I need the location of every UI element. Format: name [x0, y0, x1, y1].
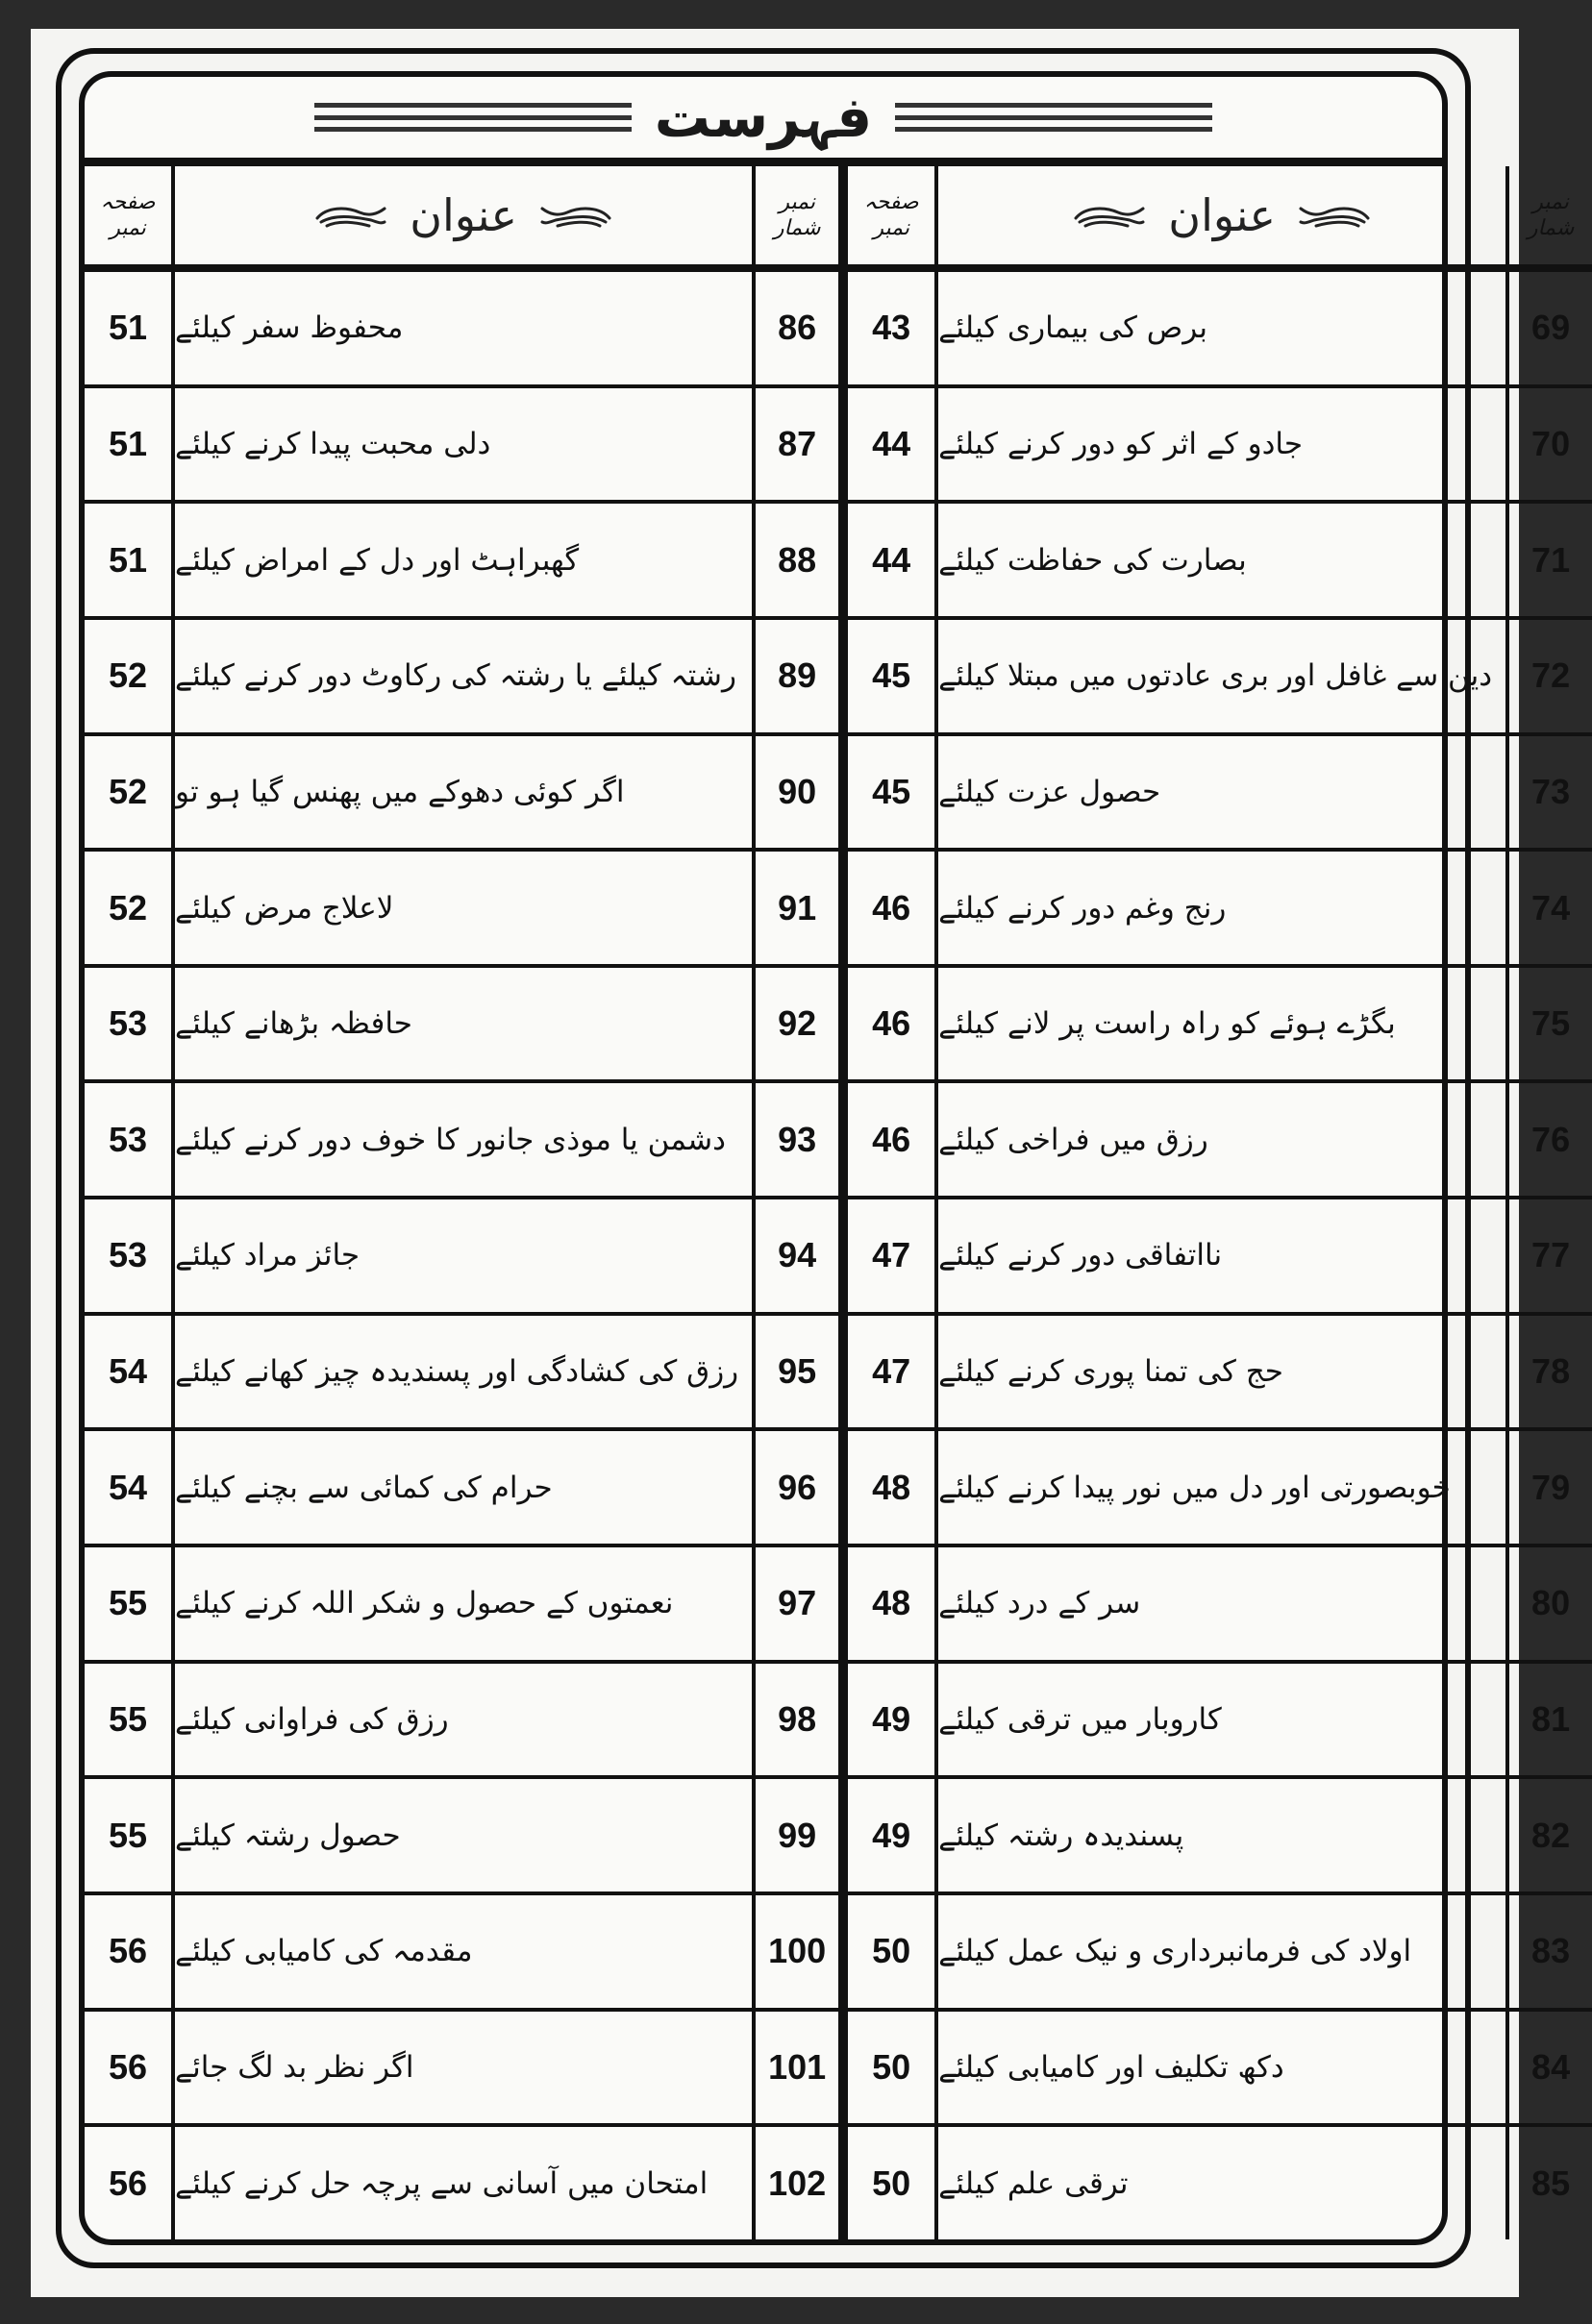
header-serial-line1: نمبر — [779, 189, 815, 214]
table-row[interactable] — [85, 1316, 838, 1432]
page-number: 51 — [108, 539, 148, 580]
page-number: 54 — [108, 1467, 148, 1507]
entry-title[interactable]: سر کے درد کیلئے — [934, 1547, 1505, 1660]
page-title: فہرست — [654, 85, 873, 150]
table-row[interactable] — [85, 504, 838, 620]
entry-title[interactable]: دکھ تکلیف اور کامیابی کیلئے — [934, 2012, 1505, 2124]
entry-title[interactable]: دین سے غافل اور بری عادتوں میں مبتلا کیلئے — [934, 620, 1505, 732]
serial-number: 83 — [1505, 1895, 1592, 2008]
entry-title[interactable]: برص کی بیماری کیلئے — [934, 272, 1505, 384]
page-number: 56 — [108, 2046, 148, 2087]
table-row[interactable] — [85, 1199, 838, 1316]
table-row[interactable] — [85, 1779, 838, 1895]
header-serial-line2: شمار — [1527, 216, 1575, 240]
table-row[interactable] — [848, 2127, 1592, 2239]
entry-title[interactable]: حرام کی کمائی سے بچنے کیلئے — [171, 1431, 752, 1544]
page-number: 46 — [872, 1119, 911, 1159]
serial-number: 70 — [1505, 388, 1592, 501]
table-row[interactable] — [848, 1547, 1592, 1664]
page-number: 50 — [872, 1931, 911, 1971]
entry-title[interactable]: گھبراہٹ اور دل کے امراض کیلئے — [171, 504, 752, 616]
serial-number: 96 — [752, 1431, 838, 1544]
rows-left — [85, 272, 838, 2239]
entry-title[interactable]: بصارت کی حفاظت کیلئے — [934, 504, 1505, 616]
table-row[interactable] — [848, 1431, 1592, 1547]
table-row[interactable] — [848, 968, 1592, 1084]
serial-number: 78 — [1505, 1316, 1592, 1428]
serial-number: 90 — [752, 736, 838, 849]
table-row[interactable] — [848, 2012, 1592, 2128]
page-number: 55 — [108, 1815, 148, 1855]
entry-title[interactable]: لاعلاج مرض کیلئے — [171, 852, 752, 964]
serial-number: 91 — [752, 852, 838, 964]
title-rule-left — [314, 103, 632, 132]
entry-title[interactable]: نعمتوں کے حصول و شکر اللہ کرنے کیلئے — [171, 1547, 752, 1660]
page-number: 46 — [872, 887, 911, 927]
table-row[interactable] — [848, 1779, 1592, 1895]
page-number: 51 — [108, 423, 148, 463]
entry-title[interactable]: کاروبار میں ترقی کیلئے — [934, 1664, 1505, 1776]
header-serial — [752, 166, 838, 264]
serial-number: 81 — [1505, 1664, 1592, 1776]
entry-title[interactable]: محفوظ سفر کیلئے — [171, 272, 752, 384]
page-number: 44 — [872, 539, 911, 580]
serial-number: 98 — [752, 1664, 838, 1776]
serial-number: 95 — [752, 1316, 838, 1428]
table-row[interactable] — [848, 1199, 1592, 1316]
serial-number: 74 — [1505, 852, 1592, 964]
entry-title[interactable]: اگر نظر بد لگ جائے — [171, 2012, 752, 2124]
table-row[interactable] — [848, 1316, 1592, 1432]
serial-number: 82 — [1505, 1779, 1592, 1891]
serial-number: 76 — [1505, 1083, 1592, 1196]
page-number: 43 — [872, 308, 911, 348]
header-title — [171, 166, 752, 264]
serial-number: 84 — [1505, 2012, 1592, 2124]
table-row[interactable] — [85, 388, 838, 505]
header-serial — [1505, 166, 1592, 264]
table-row[interactable] — [85, 2127, 838, 2239]
entry-title[interactable]: رزق میں فراخی کیلئے — [934, 1083, 1505, 1196]
table-row[interactable] — [85, 1083, 838, 1199]
entry-title[interactable]: حافظہ بڑھانے کیلئے — [171, 968, 752, 1080]
table-row[interactable] — [85, 1431, 838, 1547]
entry-title[interactable]: نااتفاقی دور کرنے کیلئے — [934, 1199, 1505, 1312]
entry-title[interactable]: دشمن یا موذی جانور کا خوف دور کرنے کیلئے — [171, 1083, 752, 1196]
page-number: 49 — [872, 1815, 911, 1855]
contents-column-right — [838, 166, 1592, 2239]
page-number: 47 — [872, 1235, 911, 1275]
table-row[interactable] — [85, 2012, 838, 2128]
table-header — [848, 166, 1592, 272]
flourish-ornament-icon — [538, 201, 613, 230]
entry-title[interactable]: امتحان میں آسانی سے پرچہ حل کرنے کیلئے — [171, 2127, 752, 2239]
page-number: 50 — [872, 2163, 911, 2203]
table-row[interactable] — [85, 1547, 838, 1664]
entry-title[interactable]: خوبصورتی اور دل میں نور پیدا کرنے کیلئے — [934, 1431, 1505, 1544]
table-header — [85, 166, 838, 272]
table-row[interactable] — [85, 968, 838, 1084]
page-number: 56 — [108, 2163, 148, 2203]
header-page-line1: صفحہ — [100, 189, 156, 214]
serial-number: 99 — [752, 1779, 838, 1891]
serial-number: 72 — [1505, 620, 1592, 732]
serial-number: 93 — [752, 1083, 838, 1196]
table-row[interactable] — [85, 272, 838, 388]
table-row[interactable] — [85, 852, 838, 968]
table-row[interactable] — [848, 1083, 1592, 1199]
table-row[interactable] — [848, 504, 1592, 620]
page-number: 52 — [108, 771, 148, 811]
contents-column-left — [85, 166, 838, 2239]
flourish-ornament-icon — [1297, 201, 1372, 230]
entry-title[interactable]: حصول عزت کیلئے — [934, 736, 1505, 849]
header-page-line2: نمبر — [873, 216, 909, 240]
page-number: 56 — [108, 1931, 148, 1971]
serial-number: 89 — [752, 620, 838, 732]
entry-title[interactable]: ترقی علم کیلئے — [934, 2127, 1505, 2239]
entry-title[interactable]: جائز مراد کیلئے — [171, 1199, 752, 1312]
entry-title[interactable]: اگر کوئی دھوکے میں پھنس گیا ہو تو — [171, 736, 752, 849]
page-number: 54 — [108, 1351, 148, 1392]
contents-frame — [79, 71, 1575, 2245]
flourish-ornament-icon — [1072, 201, 1147, 230]
header-page — [848, 166, 934, 264]
table-row[interactable] — [848, 852, 1592, 968]
serial-number: 79 — [1505, 1431, 1592, 1544]
serial-number: 102 — [752, 2127, 838, 2239]
table-row[interactable] — [85, 620, 838, 736]
page-number: 48 — [872, 1583, 911, 1623]
table-row[interactable] — [848, 388, 1592, 505]
table-row[interactable] — [85, 1895, 838, 2012]
table-row[interactable] — [848, 272, 1592, 388]
entry-title[interactable]: بگڑے ہوئے کو راہ راست پر لانے کیلئے — [934, 968, 1505, 1080]
serial-number: 100 — [752, 1895, 838, 2008]
page-number: 53 — [108, 1119, 148, 1159]
page-number: 53 — [108, 1235, 148, 1275]
page-number: 51 — [108, 308, 148, 348]
header-title-label: عنوان — [1168, 189, 1276, 241]
page-number: 47 — [872, 1351, 911, 1392]
serial-number: 77 — [1505, 1199, 1592, 1312]
header-page-line1: صفحہ — [863, 189, 919, 214]
table-row[interactable] — [848, 1664, 1592, 1780]
page-number: 52 — [108, 887, 148, 927]
serial-number: 94 — [752, 1199, 838, 1312]
page-number: 46 — [872, 1003, 911, 1044]
serial-number: 87 — [752, 388, 838, 501]
serial-number: 92 — [752, 968, 838, 1080]
page-number: 45 — [872, 655, 911, 696]
entry-title[interactable]: رنج وغم دور کرنے کیلئے — [934, 852, 1505, 964]
table-row[interactable] — [848, 736, 1592, 853]
serial-number: 85 — [1505, 2127, 1592, 2239]
contents-tables — [85, 166, 1575, 2239]
title-rule-right — [895, 103, 1212, 132]
flourish-ornament-icon — [313, 201, 388, 230]
entry-title[interactable]: حج کی تمنا پوری کرنے کیلئے — [934, 1316, 1505, 1428]
serial-number: 75 — [1505, 968, 1592, 1080]
serial-number: 97 — [752, 1547, 838, 1660]
title-band — [85, 77, 1442, 166]
table-row[interactable] — [848, 620, 1592, 736]
entry-title[interactable]: رشتہ کیلئے یا رشتہ کی رکاوٹ دور کرنے کیلئے — [171, 620, 752, 732]
page-number: 45 — [872, 771, 911, 811]
rows-right — [848, 272, 1592, 2239]
entry-title[interactable]: جادو کے اثر کو دور کرنے کیلئے — [934, 388, 1505, 501]
entry-title[interactable]: رزق کی کشادگی اور پسندیدہ چیز کھانے کیلئے — [171, 1316, 752, 1428]
page-number: 48 — [872, 1467, 911, 1507]
page-number: 53 — [108, 1003, 148, 1044]
entry-title[interactable]: اولاد کی فرمانبرداری و نیک عمل کیلئے — [934, 1895, 1505, 2008]
table-row[interactable] — [848, 1895, 1592, 2012]
page-number: 49 — [872, 1699, 911, 1739]
header-title-label: عنوان — [410, 189, 517, 241]
page-number: 55 — [108, 1699, 148, 1739]
serial-number: 71 — [1505, 504, 1592, 616]
entry-title[interactable]: دلی محبت پیدا کرنے کیلئے — [171, 388, 752, 501]
entry-title[interactable]: حصول رشتہ کیلئے — [171, 1779, 752, 1891]
header-page-line2: نمبر — [110, 216, 146, 240]
serial-number: 101 — [752, 2012, 838, 2124]
table-row[interactable] — [85, 1664, 838, 1780]
serial-number: 80 — [1505, 1547, 1592, 1660]
serial-number: 86 — [752, 272, 838, 384]
serial-number: 73 — [1505, 736, 1592, 849]
header-serial-line2: شمار — [773, 216, 821, 240]
page-number: 52 — [108, 655, 148, 696]
page-number: 55 — [108, 1583, 148, 1623]
serial-number: 88 — [752, 504, 838, 616]
page-number: 44 — [872, 423, 911, 463]
entry-title[interactable]: مقدمہ کی کامیابی کیلئے — [171, 1895, 752, 2008]
header-serial-line1: نمبر — [1532, 189, 1569, 214]
header-title — [934, 166, 1505, 264]
entry-title[interactable]: پسندیدہ رشتہ کیلئے — [934, 1779, 1505, 1891]
header-page — [85, 166, 171, 264]
serial-number: 69 — [1505, 272, 1592, 384]
page-number: 50 — [872, 2046, 911, 2087]
entry-title[interactable]: رزق کی فراوانی کیلئے — [171, 1664, 752, 1776]
table-row[interactable] — [85, 736, 838, 853]
